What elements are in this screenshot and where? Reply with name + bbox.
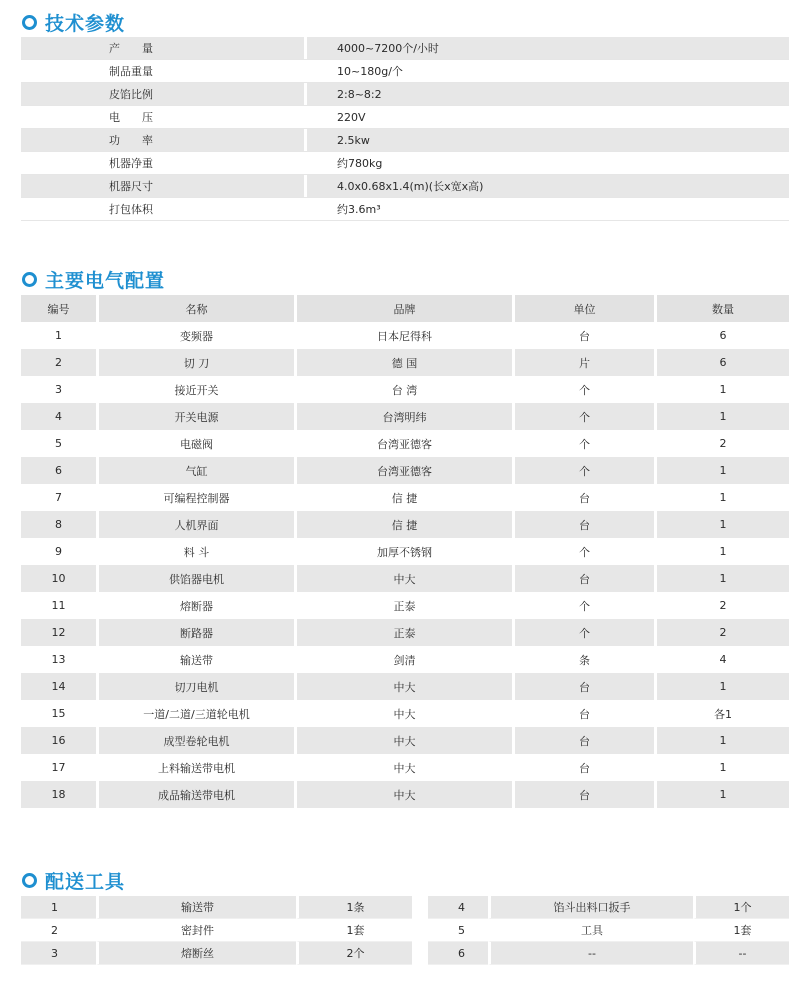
cell-unit: 台 <box>512 484 654 511</box>
spec-label: 功 率 <box>101 129 304 152</box>
cell-unit: 台 <box>512 673 654 700</box>
cell-index: 18 <box>21 781 96 808</box>
spec-label: 皮馅比例 <box>101 83 304 106</box>
tool-index: 4 <box>428 896 488 919</box>
cell-index: 4 <box>21 403 96 430</box>
table-row <box>21 592 789 619</box>
tool-quantity: 1个 <box>693 896 789 919</box>
column-header: 编号 <box>21 295 96 322</box>
table-row <box>21 322 789 349</box>
table-row <box>21 403 789 430</box>
cell-brand: 信 捷 <box>294 484 512 511</box>
spec-table <box>21 37 789 221</box>
tool-name: 馅斗出料口扳手 <box>488 896 693 919</box>
spec-label: 机器净重 <box>101 152 304 175</box>
cell-name: 气缸 <box>96 457 294 484</box>
column-header: 单位 <box>512 295 654 322</box>
cell-index: 17 <box>21 754 96 781</box>
cell-name: 电磁阀 <box>96 430 294 457</box>
table-row <box>21 457 789 484</box>
cell-quantity: 1 <box>654 538 789 565</box>
spec-label: 打包体积 <box>101 198 304 221</box>
cell-name: 一道/二道/三道轮电机 <box>96 700 294 727</box>
cell-unit: 条 <box>512 646 654 673</box>
cell-brand: 信 捷 <box>294 511 512 538</box>
cell-unit: 个 <box>512 430 654 457</box>
cell-brand: 台湾明纬 <box>294 403 512 430</box>
spec-label: 机器尺寸 <box>101 175 304 198</box>
cell-quantity: 1 <box>654 484 789 511</box>
cell-unit: 台 <box>512 727 654 754</box>
cell-brand: 中大 <box>294 700 512 727</box>
tool-quantity: 1套 <box>693 919 789 942</box>
cell-brand: 中大 <box>294 781 512 808</box>
cell-name: 人机界面 <box>96 511 294 538</box>
spec-label: 产 量 <box>101 37 304 60</box>
spec-row <box>21 37 789 60</box>
cell-brand: 中大 <box>294 673 512 700</box>
tool-name: 输送带 <box>96 896 296 919</box>
cell-index: 2 <box>21 349 96 376</box>
cell-brand: 德 国 <box>294 349 512 376</box>
cell-index: 14 <box>21 673 96 700</box>
cell-name: 输送带 <box>96 646 294 673</box>
cell-index: 7 <box>21 484 96 511</box>
electrical-table <box>21 295 789 808</box>
cell-quantity: 1 <box>654 565 789 592</box>
column-header: 数量 <box>654 295 789 322</box>
cell-quantity: 4 <box>654 646 789 673</box>
table-row <box>21 430 789 457</box>
cell-brand: 加厚不锈钢 <box>294 538 512 565</box>
cell-unit: 个 <box>512 592 654 619</box>
cell-brand: 中大 <box>294 754 512 781</box>
spec-label: 电 压 <box>101 106 304 129</box>
section-title: 主要电气配置 <box>45 270 166 292</box>
cell-unit: 台 <box>512 781 654 808</box>
cell-unit: 片 <box>512 349 654 376</box>
table-row <box>21 673 789 700</box>
tool-name: 熔断丝 <box>96 942 296 965</box>
cell-name: 切刀电机 <box>96 673 294 700</box>
tool-row <box>21 919 412 942</box>
cell-brand: 中大 <box>294 727 512 754</box>
tool-index: 3 <box>21 942 96 965</box>
section-title: 技术参数 <box>45 13 126 35</box>
table-row <box>21 646 789 673</box>
cell-brand: 日本尼得科 <box>294 322 512 349</box>
tool-index: 1 <box>21 896 96 919</box>
tool-name: 工具 <box>488 919 693 942</box>
tool-row <box>21 896 412 919</box>
cell-brand: 台湾亚德客 <box>294 457 512 484</box>
tool-index: 5 <box>428 919 488 942</box>
cell-quantity: 1 <box>654 754 789 781</box>
cell-quantity: 2 <box>654 592 789 619</box>
tool-quantity: -- <box>693 942 789 965</box>
cell-unit: 个 <box>512 403 654 430</box>
cell-unit: 台 <box>512 511 654 538</box>
cell-quantity: 6 <box>654 349 789 376</box>
section-title: 配送工具 <box>45 871 126 893</box>
tool-row <box>21 942 412 965</box>
cell-name: 成型卷轮电机 <box>96 727 294 754</box>
table-row <box>21 700 789 727</box>
section-header-tools <box>22 867 125 894</box>
table-row <box>21 619 789 646</box>
table-row <box>21 781 789 808</box>
cell-brand: 台湾亚德客 <box>294 430 512 457</box>
tool-name: 密封件 <box>96 919 296 942</box>
tool-index: 6 <box>428 942 488 965</box>
cell-quantity: 1 <box>654 781 789 808</box>
tool-row <box>428 896 789 919</box>
cell-unit: 台 <box>512 322 654 349</box>
spec-row <box>21 83 789 106</box>
table-row <box>21 538 789 565</box>
column-header: 品牌 <box>294 295 512 322</box>
spec-value: 4.0x0.68x1.4(m)(长x宽x高) <box>307 175 789 198</box>
cell-quantity: 2 <box>654 619 789 646</box>
spec-value: 10~180g/个 <box>307 60 789 83</box>
cell-index: 9 <box>21 538 96 565</box>
cell-quantity: 1 <box>654 376 789 403</box>
cell-brand: 台 湾 <box>294 376 512 403</box>
table-row <box>21 511 789 538</box>
cell-index: 5 <box>21 430 96 457</box>
cell-quantity: 6 <box>654 322 789 349</box>
spec-row <box>21 175 789 198</box>
cell-unit: 个 <box>512 538 654 565</box>
cell-index: 12 <box>21 619 96 646</box>
tools-table-right <box>428 896 789 965</box>
cell-unit: 台 <box>512 565 654 592</box>
spec-label: 制品重量 <box>101 60 304 83</box>
tool-index: 2 <box>21 919 96 942</box>
tool-name: -- <box>488 942 693 965</box>
cell-quantity: 各1 <box>654 700 789 727</box>
circle-bullet-icon <box>22 15 37 30</box>
cell-index: 10 <box>21 565 96 592</box>
cell-name: 料 斗 <box>96 538 294 565</box>
cell-index: 1 <box>21 322 96 349</box>
table-header-row <box>21 295 789 322</box>
circle-bullet-icon <box>22 873 37 888</box>
spec-row <box>21 198 789 221</box>
cell-index: 3 <box>21 376 96 403</box>
cell-index: 15 <box>21 700 96 727</box>
tool-quantity: 2个 <box>296 942 412 965</box>
section-header-specs <box>22 9 125 36</box>
cell-unit: 个 <box>512 376 654 403</box>
spec-value: 约780kg <box>307 152 789 175</box>
cell-name: 断路器 <box>96 619 294 646</box>
spec-value: 220V <box>307 106 789 129</box>
spec-row <box>21 60 789 83</box>
cell-name: 变频器 <box>96 322 294 349</box>
cell-unit: 台 <box>512 700 654 727</box>
tool-quantity: 1套 <box>296 919 412 942</box>
cell-unit: 台 <box>512 754 654 781</box>
spec-value: 约3.6m³ <box>307 198 789 221</box>
cell-index: 13 <box>21 646 96 673</box>
spec-value: 2.5kw <box>307 129 789 152</box>
circle-bullet-icon <box>22 272 37 287</box>
spec-value: 4000~7200个/小时 <box>307 37 789 60</box>
column-header: 名称 <box>96 295 294 322</box>
cell-unit: 个 <box>512 619 654 646</box>
tool-row <box>428 942 789 965</box>
cell-name: 可编程控制器 <box>96 484 294 511</box>
cell-name: 成品输送带电机 <box>96 781 294 808</box>
cell-name: 上料输送带电机 <box>96 754 294 781</box>
spec-row <box>21 129 789 152</box>
cell-index: 6 <box>21 457 96 484</box>
spec-value: 2:8~8:2 <box>307 83 789 106</box>
table-row <box>21 727 789 754</box>
table-row <box>21 484 789 511</box>
tool-quantity: 1条 <box>296 896 412 919</box>
cell-brand: 正泰 <box>294 619 512 646</box>
cell-brand: 中大 <box>294 565 512 592</box>
spec-row <box>21 106 789 129</box>
cell-name: 熔断器 <box>96 592 294 619</box>
cell-name: 开关电源 <box>96 403 294 430</box>
cell-index: 16 <box>21 727 96 754</box>
cell-quantity: 1 <box>654 403 789 430</box>
cell-quantity: 1 <box>654 727 789 754</box>
spec-row <box>21 152 789 175</box>
cell-name: 切 刀 <box>96 349 294 376</box>
cell-name: 供馅器电机 <box>96 565 294 592</box>
cell-quantity: 1 <box>654 511 789 538</box>
cell-index: 11 <box>21 592 96 619</box>
cell-quantity: 1 <box>654 457 789 484</box>
cell-brand: 剑清 <box>294 646 512 673</box>
cell-quantity: 2 <box>654 430 789 457</box>
cell-unit: 个 <box>512 457 654 484</box>
cell-index: 8 <box>21 511 96 538</box>
table-row <box>21 565 789 592</box>
cell-name: 接近开关 <box>96 376 294 403</box>
tool-row <box>428 919 789 942</box>
cell-quantity: 1 <box>654 673 789 700</box>
section-header-electrical <box>22 266 165 293</box>
cell-brand: 正泰 <box>294 592 512 619</box>
table-row <box>21 376 789 403</box>
table-row <box>21 349 789 376</box>
table-row <box>21 754 789 781</box>
tools-table-left <box>21 896 412 965</box>
